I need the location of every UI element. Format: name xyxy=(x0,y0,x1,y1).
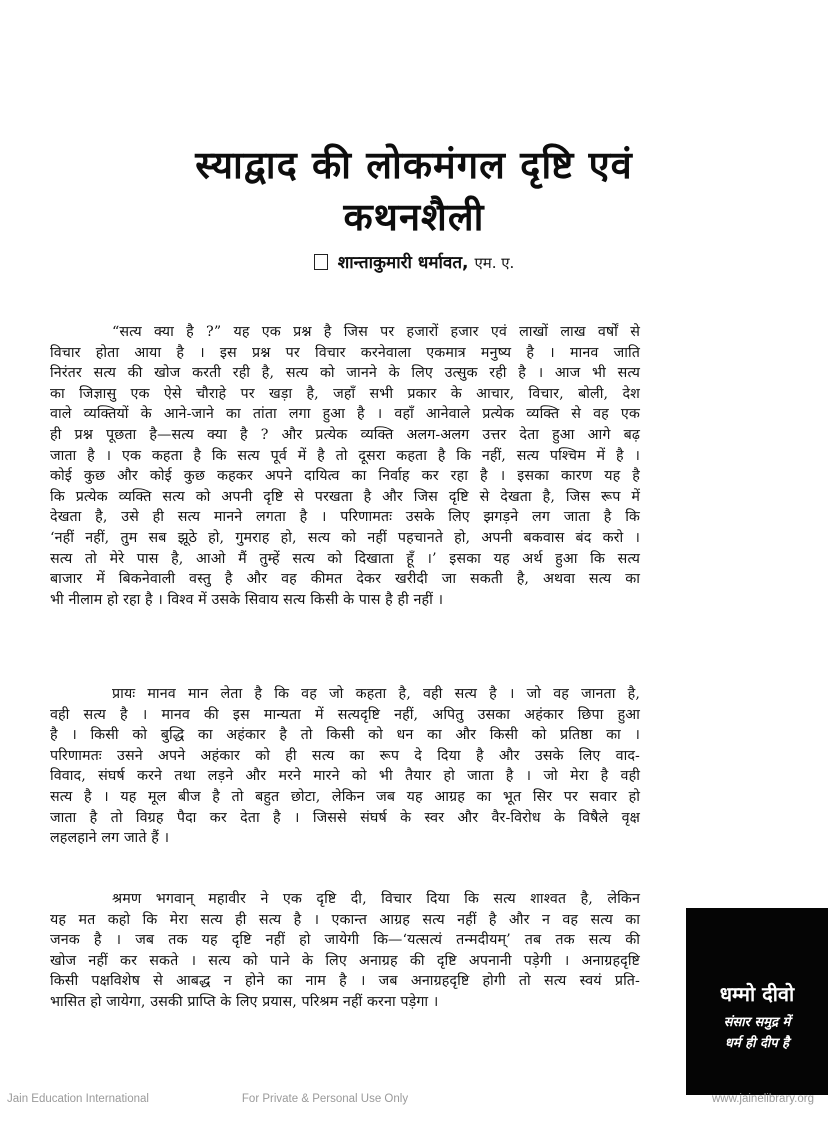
text-line: ही प्रश्न पूछता है—सत्य क्या है ? और प्रत्येक व्यक्ति अलग-अलग उत्तर देता हुआ आगे बढ़ xyxy=(50,426,640,443)
text-line: खोज नहीं कर सकते । सत्य को पाने के लिए अनाग्रह की दृष्टि अपनानी पड़ेगी । अनाग्रहदृष्टि xyxy=(50,952,640,969)
text-line: विचार होता आया है । इस प्रश्न पर विचार करनेवाला एकमात्र मनुष्य है । मानव जाति xyxy=(50,344,640,361)
footer-publisher: Jain Education International xyxy=(7,1093,149,1105)
text-line: भासित हो जायेगा, उसकी प्राप्ति के लिए प्रयास, परिश्रम नहीं करना पड़ेगा । xyxy=(50,993,439,1010)
square-bullet-icon xyxy=(314,254,328,270)
text-line: वही सत्य है । मानव की इस मान्यता में सत्यदृष्टि नहीं, अपितु उसका अहंकार छिपा हुआ xyxy=(50,706,640,723)
article-title-line-1: स्याद्वाद की लोकमंगल दृष्टि एवं xyxy=(195,143,633,187)
text-line: जाता है । एक कहता है कि सत्य पूर्व में है तो दूसरा कहता है कि नहीं, सत्य पश्चिम में है । xyxy=(50,447,640,464)
text-line: “सत्य क्या है ?” यह एक प्रश्न है जिस पर हजारों हजार एवं लाखों लाख वर्षों से xyxy=(112,324,640,340)
text-line: जनक है । जब तक यह दृष्टि नहीं हो जायेगी कि—‘यत्सत्यं तन्मदीयम्’ तब तक सत्य की xyxy=(50,932,640,949)
plaque-line-1: संसार समुद्र में xyxy=(723,1015,791,1030)
text-line: सत्य तो मेरे पास है, आओ मैं तुम्हें सत्य को दिखाता हूँ ।’ इसका यह अर्थ हुआ कि सत्य xyxy=(50,550,640,567)
text-line: विवाद, संघर्ष करने तथा लड़ने और मरने मारने को भी तैयार हो जाता है । जो मेरा है वही xyxy=(50,768,640,785)
text-line: का जिज्ञासु एक ऐसे चौराहे पर खड़ा है, जहाँ सभी प्रकार के आचार, विचार, बोली, देश xyxy=(50,385,640,402)
footer-usage-note: For Private & Personal Use Only xyxy=(241,1093,409,1105)
dhammo-deevo-plaque xyxy=(686,908,828,1095)
text-line: परिणामतः उसने अपने अहंकार को ही सत्य का रूप दे दिया है और उसके लिए वाद- xyxy=(50,747,640,764)
text-line: लहलहाने लग जाते हैं । xyxy=(50,830,170,847)
text-line: सत्य है । यह मूल बीज है तो बहुत छोटा, लेकिन जब यह आग्रह का भूत सिर पर सवार हो xyxy=(50,788,640,805)
text-line: यह मत कहो कि मेरा सत्य ही सत्य है । एकान्त आग्रह सत्य नहीं है और न वह सत्य का xyxy=(50,911,640,928)
text-line: कोई कुछ और कोई कुछ कहकर अपने दायित्व का निर्वाह कर रहा है । इसका कारण यह है xyxy=(50,468,640,485)
paragraph-2 xyxy=(50,684,640,849)
text-line: निरंतर सत्य की खोज करती रही है, सत्य को जानने के लिए उत्सुक रही है । आज भी सत्य xyxy=(50,365,640,382)
article-title-line-2: कथनशैली xyxy=(343,195,485,239)
text-line: ‘नहीं नहीं, तुम सब झूठे हो, गुमराह हो, सत्य को नहीं पहचानते हो, अपनी बकवास बंद करो । xyxy=(50,529,640,546)
text-line: किसी पक्षविशेष से आबद्ध न होने का नाम है । जब अनाग्रहदृष्टि होगी तो सत्य स्वयं प्रति- xyxy=(50,973,640,990)
author-name: शान्ताकुमारी धर्मावत, xyxy=(337,253,469,273)
text-line: बाजार में बिकनेवाली वस्तु है और वह कीमत देकर खरीदी जा सकती है, अथवा सत्य का xyxy=(50,571,640,588)
plaque-line-2: धर्म ही दीप है xyxy=(724,1036,790,1051)
text-line: देखता है, उसे ही सत्य मानने लगता है । परिणामतः उसके लिए झगड़ने लग जाता है कि xyxy=(50,509,640,526)
plaque-heading: धम्मो दीवो xyxy=(719,982,795,1006)
text-line: जाता है तो विग्रह पैदा कर देता है । जिससे संघर्ष के स्वर और वैर-विरोध के विषैले वृक्ष xyxy=(50,809,640,826)
text-line: वाले व्यक्तियों के आने-जाने का तांता लगा हुआ है । वहाँ आनेवाले प्रत्येक व्यक्ति से वह एक xyxy=(50,406,640,423)
paragraph-3 xyxy=(50,889,640,1013)
author-degree: एम. ए. xyxy=(474,254,515,272)
author-byline xyxy=(0,250,828,273)
text-line: भी नीलाम हो रहा है । विश्व में उसके सिवाय सत्य किसी के पास है ही नहीं । xyxy=(50,591,444,608)
paragraph-1 xyxy=(50,322,640,610)
footer-website-link[interactable]: www.jainelibrary.org xyxy=(711,1093,814,1105)
text-line: कि प्रत्येक व्यक्ति सत्य को अपनी दृष्टि से परखता है और जिस दृष्टि से देखता है, जिस रूप में xyxy=(50,488,640,505)
text-line: प्रायः मानव मान लेता है कि वह जो कहता है, वही सत्य है । जो वह जानता है, xyxy=(112,686,640,702)
text-line: श्रमण भगवान् महावीर ने एक दृष्टि दी, विचार दिया कि सत्य शाश्वत है, लेकिन xyxy=(112,891,640,907)
text-line: है । किसी को बुद्धि का अहंकार है तो किसी को धन का और किसी को प्रतिष्ठा का । xyxy=(50,727,640,744)
